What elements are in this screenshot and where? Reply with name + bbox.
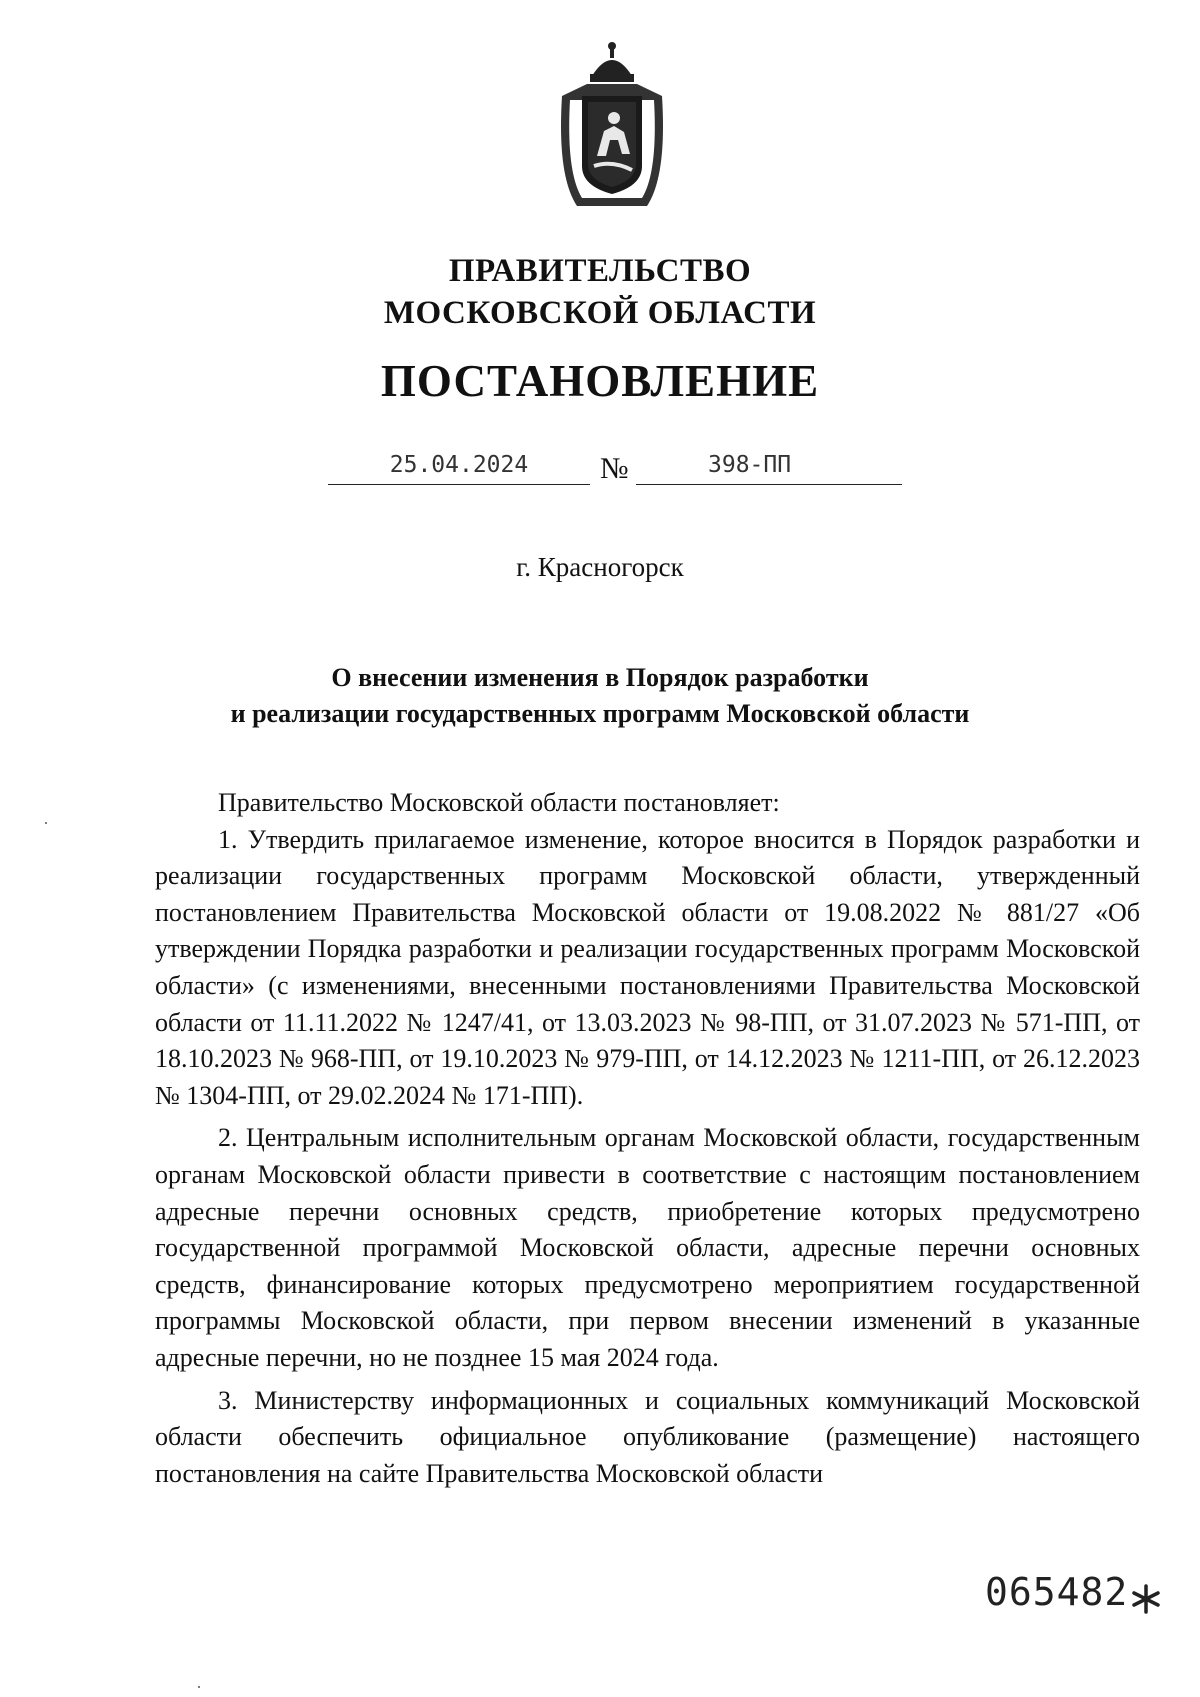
- title-line-2: и реализации государственных программ Московской области: [230, 699, 970, 728]
- org-line-2: МОСКОВСКОЙ ОБЛАСТИ: [383, 295, 817, 331]
- clause-2: 2. Центральным исполнительным органам Московской области, государственным органам Московской области привести в соответствие с настоящим постановлением адресные перечни основных средств, приобретение которых предусмотрено государственной программой Московской области, адресные перечни основных средств, финансирование которых предусмотрено мероприятием государственной программы Московской области, при первом внесении изменений в указанные адресные перечни, но не позднее 15 мая 2024 года.: [155, 1123, 1140, 1372]
- document-date: 25.04.2024: [389, 452, 529, 478]
- number-sign: №: [600, 452, 629, 485]
- document-type: ПОСТАНОВЛЕНИЕ: [380, 356, 820, 406]
- clause-3: 3. Министерству информационных и социальных коммуникаций Московской области обеспечить официальное опубликование (размещение) настоящего постановления на сайте Правительства Московской области: [155, 1385, 1140, 1488]
- document-body: [155, 785, 1140, 1492]
- asterisk-mark-icon: [1130, 1583, 1162, 1615]
- intro-paragraph: Правительство Московской области постановляет:: [218, 788, 780, 817]
- organization-name: [0, 250, 1200, 334]
- form-serial-number: 065482: [985, 1570, 1129, 1614]
- coat-of-arms-emblem: [552, 36, 672, 216]
- scan-speck: [198, 1686, 200, 1688]
- document-title: [0, 660, 1200, 732]
- clause-1: 1. Утвердить прилагаемое изменение, которое вносится в Порядок разработки и реализации государственных программ Московской области, утвержденный постановлением Правительства Московской области от 19.08.2022 № 881/27 «Об утверждении Порядка разработки и реализации государственных программ Московской области» (с изменениями, внесенными постановлениями Правительства Московской области от 11.11.2022 № 1247/41, от 13.03.2023 № 98-ПП, от 31.07.2023 № 571-ПП, от 18.10.2023 № 968-ПП, от 19.10.2023 № 979-ПП, от 14.12.2023 № 1211-ПП, от 26.12.2023 № 1304-ПП, от 29.02.2024 № 171-ПП).: [155, 824, 1140, 1110]
- number-field: [636, 450, 902, 485]
- org-line-1: ПРАВИТЕЛЬСТВО: [448, 253, 752, 289]
- scan-speck: [45, 822, 47, 824]
- document-number: 398-ПП: [708, 452, 792, 478]
- city-name: г. Красногорск: [516, 552, 684, 582]
- title-line-1: О внесении изменения в Порядок разработки: [331, 663, 869, 692]
- date-field: [328, 450, 590, 485]
